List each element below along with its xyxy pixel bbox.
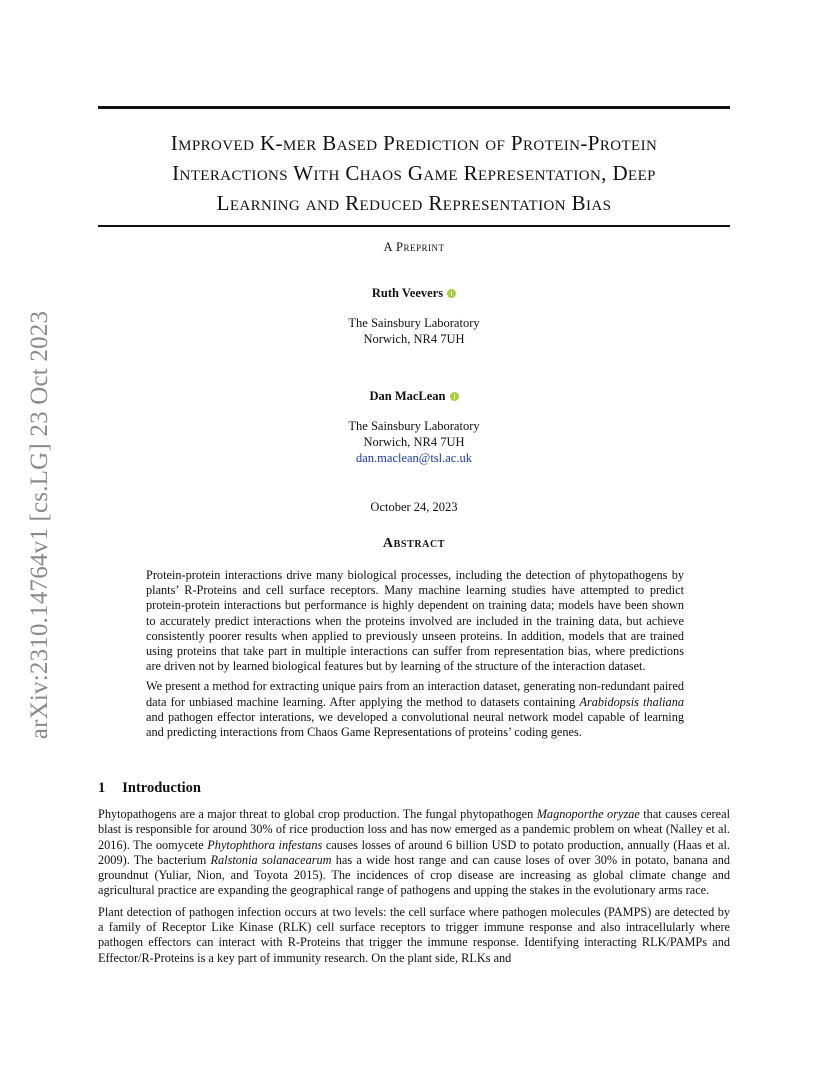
author-name-2 xyxy=(369,388,458,404)
abstract-body xyxy=(146,568,684,745)
introduction-body xyxy=(98,807,730,972)
author-block-1 xyxy=(98,285,730,347)
publication-date: October 24, 2023 xyxy=(370,500,458,514)
paper-title xyxy=(98,128,730,218)
author-affiliation: The Sainsbury Laboratory xyxy=(348,419,480,433)
text-run: Phytopathogens are a major threat to global crop production. The fungal phytopathogen xyxy=(98,807,537,821)
author-name-text: Ruth Veevers xyxy=(371,286,444,300)
intro-paragraph-1 xyxy=(98,807,730,899)
species-name: Arabidopsis thaliana xyxy=(579,694,684,709)
text-run: causes losses of around 6 billion USD to potato production, annually (Haas et al. 2009). The bacterium xyxy=(98,837,730,867)
intro-paragraph-2: Plant detection of pathogen infection occurs at two levels: the cell surface where pathogen molecules (PAMPS) are detected by a family of Receptor Like Kinase (RLK) cell surface receptors to trigger immune response and also intracellularly where pathogen effectors can interact with R-Proteins that trigger the immune response. Identifying interacting RLK/PAMPs and Effector/R-Proteins is a key part of immunity research. On the plant side, RLKs and xyxy=(98,904,730,965)
orcid-icon[interactable] xyxy=(447,289,456,298)
section-title: Introduction xyxy=(122,780,201,796)
abstract-paragraph-1: Protein-protein interactions drive many biological processes, including the detection of phytopathogens by plants’ R-Proteins and cell surface receptors. Many machine learning studies have attempted to predict protein-protein interactions but performance is highly dependent on training data; models have been shown to accurately predict interactions when the proteins involved are included in the training data, but achieve consistently poorer results when applied to previously unseen proteins. In addition, models that are trained using proteins that take part in multiple interactions can suffer from representation bias, where predictions are driven not by learned biological features but by learning of the structure of the interaction dataset. xyxy=(146,568,684,674)
section-number: 1 xyxy=(98,780,106,796)
author-block-2 xyxy=(98,388,730,466)
author-name-1 xyxy=(372,285,456,301)
text-run: and pathogen effector interations, we developed a convolutional neural network model capable of learning and predicting interactions from Chaos Game Representations of proteins’ coding genes. xyxy=(146,709,684,740)
abstract-paragraph-2 xyxy=(146,679,684,740)
species-name: Ralstonia solanacearum xyxy=(210,852,332,867)
text-run: that causes cereal blast is responsible for around 30% of rice production loss and has now emerged as a pandemic problem on wheat (Nalley et al. 2016). The oomycete xyxy=(98,807,730,852)
species-name: Magnoporthe oryzae xyxy=(536,807,640,821)
text-run: We present a method for extracting unique pairs from an interaction dataset, generating non-redundant paired data for unbiased machine learning. After applying the method to datasets containing xyxy=(146,679,684,709)
species-name: Phytophthora infestans xyxy=(207,837,323,852)
author-name-text: Dan MacLean xyxy=(369,389,446,403)
title-line-2: Interactions With Chaos Game Representation, Deep xyxy=(172,161,656,185)
author-address: Norwich, NR4 7UH xyxy=(363,332,465,346)
title-rule-bottom xyxy=(98,225,730,227)
title-line-1: Improved K-mer Based Prediction of Protein-Protein xyxy=(170,131,658,155)
section-heading-introduction xyxy=(98,780,201,797)
title-line-3: Learning and Reduced Representation Bias xyxy=(216,191,612,215)
abstract-heading: Abstract xyxy=(382,536,446,551)
author-affiliation: The Sainsbury Laboratory xyxy=(348,316,480,330)
text-run: has a wide host range and can cause loses of over 30% in potato, banana and groundnut (Yuliar, Nion, and Toyota 2015). The incidences of crop disease are increasing as global climate change and agricultural practice are expanding the geographical range of pathogens and upping the stakes in the evolutionary arms race. xyxy=(98,852,730,898)
preprint-label: A Preprint xyxy=(383,240,445,254)
orcid-icon[interactable] xyxy=(450,392,459,401)
author-email-link[interactable]: dan.maclean@tsl.ac.uk xyxy=(356,451,472,465)
arxiv-identifier: arXiv:2310.14764v1 [cs.LG] 23 Oct 2023 xyxy=(26,310,53,740)
title-rule-top xyxy=(98,106,730,109)
author-address: Norwich, NR4 7UH xyxy=(363,435,465,449)
arxiv-side-stamp xyxy=(24,290,56,760)
